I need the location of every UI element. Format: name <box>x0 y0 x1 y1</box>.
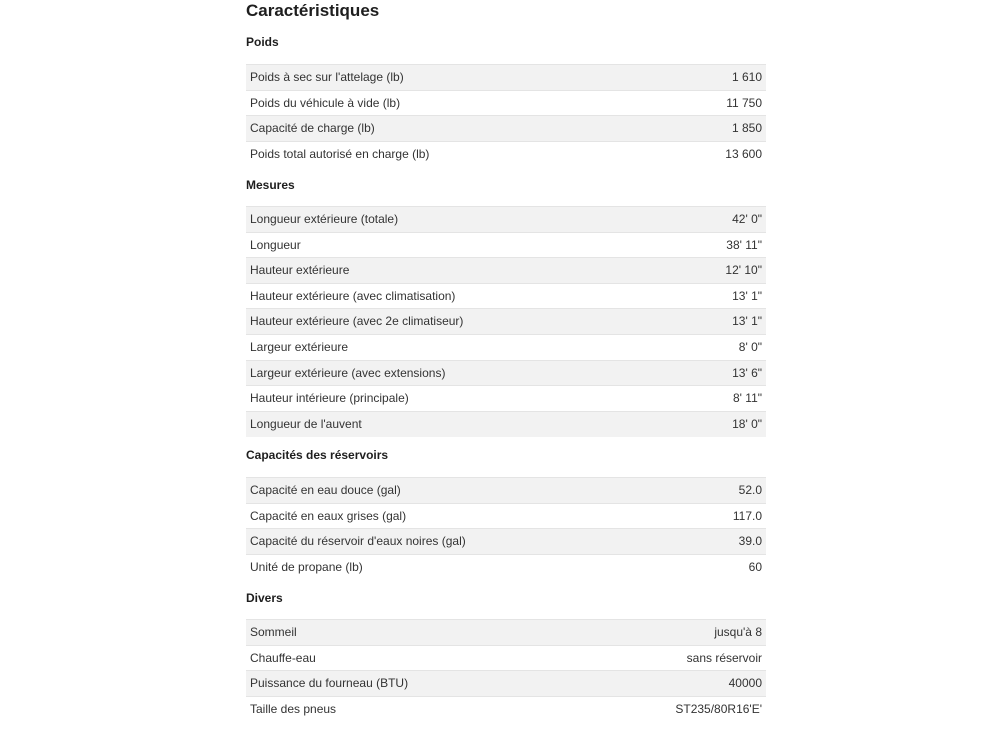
table-row <box>246 554 766 580</box>
row-label: Hauteur extérieure (avec climatisation) <box>246 283 578 309</box>
row-label: Poids total autorisé en charge (lb) <box>246 141 578 167</box>
row-value: 11 750 <box>578 90 766 116</box>
row-value: 12' 10" <box>578 258 766 284</box>
row-value: 13' 6" <box>578 360 766 386</box>
page-title: Caractéristiques <box>246 1 380 20</box>
row-label: Hauteur extérieure (avec 2e climatiseur) <box>246 309 578 335</box>
row-value: 42' 0" <box>578 207 766 233</box>
table-row <box>246 529 766 555</box>
row-value: 1 610 <box>578 65 766 91</box>
row-label: Chauffe-eau <box>246 645 578 671</box>
tank-capacities-table <box>246 477 766 580</box>
weights-table <box>246 64 766 167</box>
table-row <box>246 620 766 646</box>
measurements-table <box>246 206 766 437</box>
section-heading: Divers <box>246 591 283 605</box>
section-tank-capacities <box>246 445 766 580</box>
row-label: Longueur <box>246 232 578 258</box>
row-label: Unité de propane (lb) <box>246 554 578 580</box>
row-label: Longueur de l'auvent <box>246 411 578 437</box>
row-label: Capacité en eaux grises (gal) <box>246 503 578 529</box>
row-label: Taille des pneus <box>246 696 578 722</box>
row-label: Hauteur extérieure <box>246 258 578 284</box>
row-value: 13' 1" <box>578 283 766 309</box>
table-row <box>246 411 766 437</box>
table-row <box>246 671 766 697</box>
row-value: 8' 11" <box>578 386 766 412</box>
row-value: 1 850 <box>578 116 766 142</box>
row-value: ST235/80R16'E' <box>578 696 766 722</box>
table-row <box>246 116 766 142</box>
row-label: Capacité en eau douce (gal) <box>246 478 578 504</box>
row-value: 117.0 <box>578 503 766 529</box>
row-label: Largeur extérieure (avec extensions) <box>246 360 578 386</box>
table-row <box>246 503 766 529</box>
table-row <box>246 309 766 335</box>
row-value: 52.0 <box>578 478 766 504</box>
table-row <box>246 360 766 386</box>
row-label: Largeur extérieure <box>246 334 578 360</box>
row-value: 18' 0" <box>578 411 766 437</box>
table-row <box>246 386 766 412</box>
section-heading: Capacités des réservoirs <box>246 448 389 462</box>
row-value: 39.0 <box>578 529 766 555</box>
row-value: 8' 0" <box>578 334 766 360</box>
section-heading: Poids <box>246 35 279 49</box>
row-value: jusqu'à 8 <box>578 620 766 646</box>
table-row <box>246 232 766 258</box>
row-label: Sommeil <box>246 620 578 646</box>
row-value: 40000 <box>578 671 766 697</box>
row-value: 60 <box>578 554 766 580</box>
table-row <box>246 478 766 504</box>
table-row <box>246 207 766 233</box>
table-row <box>246 283 766 309</box>
row-label: Longueur extérieure (totale) <box>246 207 578 233</box>
row-label: Hauteur intérieure (principale) <box>246 386 578 412</box>
row-label: Poids du véhicule à vide (lb) <box>246 90 578 116</box>
section-heading: Mesures <box>246 178 295 192</box>
section-weights <box>246 32 766 167</box>
table-row <box>246 645 766 671</box>
row-label: Poids à sec sur l'attelage (lb) <box>246 65 578 91</box>
row-label: Puissance du fourneau (BTU) <box>246 671 578 697</box>
table-row <box>246 141 766 167</box>
table-row <box>246 334 766 360</box>
row-label: Capacité du réservoir d'eaux noires (gal) <box>246 529 578 555</box>
table-row <box>246 258 766 284</box>
row-label: Capacité de charge (lb) <box>246 116 578 142</box>
section-measurements <box>246 175 766 437</box>
table-row <box>246 696 766 722</box>
row-value: sans réservoir <box>578 645 766 671</box>
miscellaneous-table <box>246 619 766 722</box>
row-value: 13' 1" <box>578 309 766 335</box>
row-value: 38' 11" <box>578 232 766 258</box>
section-miscellaneous <box>246 588 766 722</box>
table-row <box>246 90 766 116</box>
table-row <box>246 65 766 91</box>
row-value: 13 600 <box>578 141 766 167</box>
